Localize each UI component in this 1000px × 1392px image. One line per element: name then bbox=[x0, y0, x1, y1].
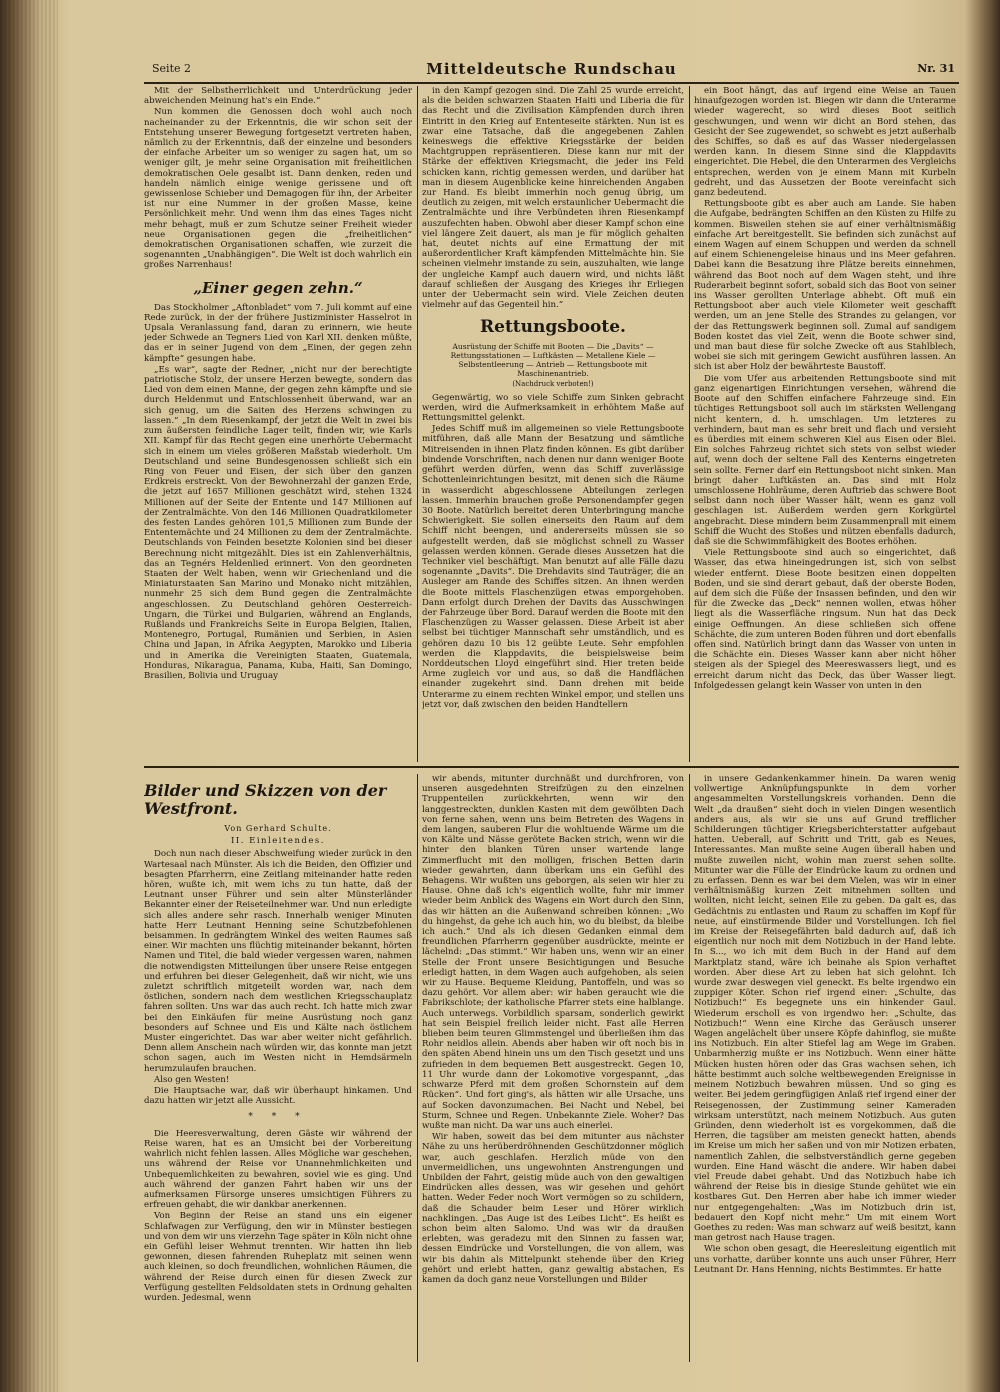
article-headline-einer-gegen-zehn: „Einer gegen zehn.“ bbox=[193, 278, 363, 297]
upper-column-1 bbox=[144, 86, 412, 762]
masthead bbox=[144, 60, 959, 84]
byline: Von Gerhard Schulte. bbox=[224, 824, 332, 833]
paragraph: Gegenwärtig, wo so viele Schiffe zum Sinken gebracht werden, wird die Aufmerksamkeit in erhöhtem Maße auf Rettungsmittel gelenkt. bbox=[422, 392, 684, 424]
book-binding-edge bbox=[0, 0, 58, 1392]
section-stars: * * * bbox=[248, 1112, 308, 1123]
paragraph: in den Kampf gezogen sind. Die Zahl 25 wurde erreicht, als die beiden schwarzen Staaten Haiti und Liberia die für das Recht und die Zivilisation Kämpfenden durch ihren Eintritt in den Krieg auf Ententeseite stärkten. Nun ist es zwar eine Tatsache, daß die angegebenen Zahlen keineswegs die effektive Kriegsstärke der beiden Machtgruppen repräsentieren. Diese kann nur mit der Stärke der effektiven Kriegsmacht, die jeder ins Feld schicken kann, richtig gemessen werden, und darüber hat man in diesem Augenblicke keine hinreichenden Angaben zur Hand. Es bleibt immerhin noch genug übrig, um deutlich zu zeigen, mit welch erstaunlicher Uebermacht die Zentralmächte und ihre Verbündeten ihren Riesenkampf auszufechten haben. Obwohl aber dieser Kampf schon eine viel längere Zeit dauert, als man je für möglich gehalten hat, deutet nichts auf eine Ermattung der mit außerordentlicher Kraft kämpfenden Mittelmächte hin. Sie scheinen vielmehr imstande zu sein, auszuhalten, wie lange der ungleiche Kampf auch dauern wird, und nichts läßt darauf schließen der Ausgang des Krieges ihr Erliegen unter der Uebermacht sein wird. Viele Zeichen deuten vielmehr auf das Gegenteil hin.“ bbox=[422, 86, 684, 311]
column-divider bbox=[689, 86, 690, 762]
paragraph: Die Heeresverwaltung, deren Gäste wir während der Reise waren, hat es an Umsicht bei der Vorbereitung wahrlich nicht fehlen lassen. Alles Mögliche war geschehen, uns während der Reise vor Unannehmlichkeiten und Unbequemlichkeiten zu bewahren, soviel wie es ging. Und auch während der ganzen Fahrt haben wir uns der aufmerksamen Fürsorge unseres umsichtigen Führers zu erfreuen gehabt, die wir dankbar anerkennen. bbox=[144, 1128, 412, 1211]
paragraph: Wie schon oben gesagt, die Heeresleitung eigentlich mit uns vorhatte, darüber konnte uns auch unser Führer, Herr Leutnant Dr. Hans Henning, nichts Bestimmtes. Er hatte bbox=[694, 1244, 956, 1275]
paragraph: wir abends, mitunter durchnäßt und durchfroren, von unseren ausgedehnten Streifzügen zu den einzelnen Truppenteilen zurückkehrten, wenn wir den langgestreckten, dunklen Kasten mit dem gewölbten Dach von ferne sahen, wenn uns beim Betreten des Wagens in dem langen, sauberen Flur die wohltuende Wärme um die von Kälte und Nässe gerötete Backen strich, wenn wir die hinter den blanken Türen unser wartende lange Zimmerflucht mit den molligen, frischen Betten darin wieder gewahrten, dann überkam uns ein Gefühl des Behagens. Wir wußten uns geborgen, als seien wir hier zu Hause. Ohne daß ich's eigentlich wollte, fuhr mir immer wieder beim Anblick des Wagens ein Wort durch den Sinn, das wir hätten an die Außenwand schreiben können: „Wo du hingehst, da gehe ich auch hin, wo du bleibst, da bleibe ich auch.“ Und als ich diesen Gedanken einmal dem freundlichen Pfarrherrn gegenüber ausdrückte, meinte er lächelnd: „Das stimmt.“ Wir haben uns, wenn wir an einer Stelle der Front unsere Besichtigungen und Besuche erledigt hatten, in dem Wagen auch aufgehoben, als seien wir zu Hause. Bequeme Kleidung, Pantoffeln, und was so dazu gehört. Vor allem aber: wir haben geraucht wie die Fabrikschlote; der katholische Pfarrer stets eine halblange. Auch unterwegs. Vorbildlich sparsam, sonderlich gewirkt hat sein Beispiel freilich leider nicht. Fast alle Herren blieben beim teuren Glimmstengel und überließen ihm das Rohr neidlos allein. Abends aber haben wir oft noch bis in den späten Abend hinein uns um den Tisch gesetzt und uns zufrieden in dem bequemen Bett ausgestreckt. Gegen 10, 11 Uhr wurde dann der Lokomotive vorgespannt, „das schwarze Pferd mit dem großen Schornstein auf dem Rücken“. Und fort ging's, als hätten wir alle Ursache, uns auf Socken davonzumachen. Bei Nacht und Nebel, bei Sturm, Schnee und Regen. Unbekannte Ziele. Woher? Das wußte man nicht. Da war uns auch einerlei. bbox=[422, 774, 684, 1131]
page-number: Seite 2 bbox=[152, 62, 191, 75]
paragraph: Nun kommen die Genossen doch wohl auch noch nacheinander zu der Erkenntnis, die wir schon seit der Entstehung unserer Bewegung fortgesetzt vertreten haben, nämlich zu der Erkenntnis, daß der einzelne und besonders der einfache Arbeiter um so weniger zu sagen hat, um so weniger gilt, je mehr seine Organisation mit freiheitlichen demokratischen Oele gesalbt ist. Dann denken, reden und handeln nämlich einige wenige gerissene und oft gewissenlose Schieber und Demagogen für ihn, der Arbeiter ist nur eine Nummer in der großen Masse, keine Persönlichkeit mehr. Und wenn ihm das eines Tages nicht mehr behagt, muß er zum Schutze seiner Freiheit wieder neue Organisationen gegen die „freiheitlichen“ demokratischen Organisationen schaffen, wie zurzeit die sogenannten „Unabhängigen“. Die Welt ist doch wahrlich ein großes Narrenhaus! bbox=[144, 107, 412, 271]
section-divider bbox=[144, 766, 959, 768]
column-divider bbox=[417, 774, 418, 1362]
paragraph: Von Beginn der Reise an stand uns ein eigener Schlafwagen zur Verfügung, den wir in Münster bestiegen und von dem wir uns vierzehn Tage später in Köln nicht ohne ein Gefühl leiser Wehmut trennten. Wir hatten ihn lieb gewonnen, diesen fahrenden Ruheplatz mit seinen wenn auch kleinen, so doch freundlichen, wohnlichen Räumen, die während der Reise durch einen für diesen Zweck zur Verfügung gestellten Feldsoldaten stets in Ordnung gehalten wurden. Jedesmal, wenn bbox=[144, 1211, 412, 1303]
paragraph: Die Hauptsache war, daß wir überhaupt hinkamen. Und dazu hatten wir jetzt alle Aussicht. bbox=[144, 1086, 412, 1107]
column-divider bbox=[417, 86, 418, 762]
paragraph: Also gen Westen! bbox=[154, 1074, 230, 1085]
issue-number: Nr. 31 bbox=[917, 62, 955, 75]
paragraph: ein Boot hängt, das auf irgend eine Weise an Tauen hinaufgezogen worden ist. Biegen wir dann die Unterarme wieder wagerecht, so wird dieses Boot seitlich geschwungen, und wenn wir dicht an Bord stehen, das Gesicht der See zugewendet, so schwebt es jetzt außerhalb des Schiffes, so daß es auf das Wasser niedergelassen werden kann. In diesem Sinne sind die Klappdavits eingerichtet. Die Hebel, die den Unterarmen des Vergleichs entsprechen, werden von je einem Mann mit Kurbeln gedreht, und das Aussetzen der Boote vereinfacht sich ganz bedeutend. bbox=[694, 86, 956, 199]
column-divider bbox=[689, 774, 690, 1362]
newspaper-page bbox=[130, 48, 960, 1370]
paragraph: Das Stockholmer „Aftonbladet“ vom 7. Juli kommt auf eine Rede zurück, in der der frühere Justizminister Hasselrot in Upsala Veranlassung fand, daran zu erinnern, wie heute jeder Schwede an Tegners Lied von Karl XII. denken müßte, das er in seiner Jugend von dem „Einen, der gegen zehn kämpfte“ gesungen habe. bbox=[144, 302, 412, 364]
paragraph: Rettungsboote gibt es aber auch am Lande. Sie haben die Aufgabe, bedrängten Schiffen an den Küsten zu Hilfe zu kommen. Bisweilen stehen sie auf einer verhältnismäßig einfache Art bereitgestellt. Sie befinden sich zunächst auf einem Wagen auf einem Schuppen und werden da schnell auf einem Schienengeleise hinaus und ins Meer gefahren. Dabei kann die Besatzung ihre Plätze bereits einnehmen, während das Boot noch auf dem Wagen steht, und ihre Ruderarbeit beginnt sofort, sobald sich das Boot von seiner ins Wasser gerollten Unterlage abhebt. Oft muß ein Rettungsboot aber auch viele Kilometer weit geschafft werden, um an jene Stelle des Strandes zu gelangen, vor der das Rettungswerk beginnen soll. Zumal auf sandigem Boden kostet das viel Zeit, wenn die Boote schwer sind, und man baut diese für solche Zwecke oft aus Stahlblech, wobei sie sich mit geringem Gewicht ausführen lassen. An sich ist aber Holz der bewährteste Baustoff. bbox=[694, 199, 956, 373]
lower-column-1 bbox=[144, 774, 412, 1362]
paragraph: Viele Rettungsboote sind auch so eingerichtet, daß Wasser, das etwa hineingedrungen ist, sich von selbst wieder entfernt. Diese Boote besitzen einen doppelten Boden, und sie sind derart gebaut, daß der oberste Boden, auf dem sich die Füße der Insassen befinden, und den wir für die Zwecke das „Deck“ nennen wollen, etwas höher liegt als die Wasserfläche ringsum. Nun hat das Deck einige Oeffnungen. An diese schließen sich offene Schächte, die zum unteren Boden führen und dort ebenfalls offen sind. Natürlich bringt dann das Wasser von unten in die Schächte ein. Dieses Wasser kann aber nicht höher steigen als der Spiegel des Meereswassers liegt, und es erreicht darum nicht das Deck, das über Wasser liegt. Infolgedessen gelangt kein Wasser von unten in den bbox=[694, 548, 956, 691]
lower-column-3 bbox=[694, 774, 956, 1362]
upper-column-3 bbox=[694, 86, 956, 762]
section-heading: II. Einleitendes. bbox=[231, 836, 325, 847]
paragraph: Doch nun nach dieser Abschweifung wieder zurück in den Wartesaal nach Münster. Als ich die Beiden, den Offizier und besagten Pfarrherrn, eine Zeitlang miteinander hatte reden hören, wußte ich, mit wem ichs zu tun hatte, daß der Leutnant unser Führer und sein alter Münsterländer Bekannter einer der Reiseteilnehmer war. Und nun erledigte sich alles andere sehr rasch. Innerhalb weniger Minuten hatte Herr Leutnant Henning seine Schutzbefohlenen beisammen. In gedrängtem Winkel des weiten Raumes saß einer. Wir machten uns flüchtig miteinander bekannt, hörten Namen und Titel, die bald wieder vergessen waren, nahmen die notwendigsten Mitteilungen über unsere Reise entgegen und erfuhren bei dieser Gelegenheit, daß wir nicht, wie uns zuletzt schriftlich mitgeteilt worden war, nach dem östlichen, sondern nach dem westlichen Kriegsschauplatz fahren sollten. Uns war das auch recht. Ich hatte mich zwar bei den Einkäufen für meine Ausrüstung noch ganz besonders auf Schnee und Eis und Kälte nach östlichem Muster eingerichtet. Das war aber weiter nicht gefährlich. Denn allem Anschein nach würden wir, das konnte man jetzt schon sagen, auch im Westen nicht in Hemdsärmeln herumzulaufen brauchen. bbox=[144, 849, 412, 1074]
paragraph: Jedes Schiff muß im allgemeinen so viele Rettungsboote mitführen, daß alle Mann der Besatzung und sämtliche Mitreisenden in ihnen Platz finden können. Es gibt darüber bindende Vorschriften, nach denen nur dann weniger Boote geführt werden dürfen, wenn das Schiff zuverlässige Schottenleinrichtungen besitzt, mit denen sich die Räume in wasserdicht abgeschlossene Abteilungen zerlegen lassen. Immerhin brauchen große Personendampfer gegen 30 Boote. Natürlich bereitet deren Unterbringung manche Schwierigkeit. Sie sollen einerseits den Raum auf dem Schiff nicht beengen, und andererseits müssen sie so aufgestellt werden, daß sie möglichst schnell zu Wasser gelassen werden können. Gerade dieses Aussetzen hat die Techniker viel beschäftigt. Man benutzt auf alle Fälle dazu sogenannte „Davits“. Die Drehdavits sind Tauträger, die an Ausleger am Rande des Schiffes sitzen. An ihnen werden die Boote mittels Flaschenzügen etwas emporgehoben. Dann erfolgt durch Drehen der Davits das Ausschwingen der Fahrzeuge über Bord. Darauf werden die Boote mit den Flaschenzügen zu Wasser gelassen. Diese Arbeit ist aber selbst bei tüchtiger Mannschaft sehr umständlich, und es gehören dazu 10 bis 12 geübte Leute. Sehr empfohlen werden die Klappdavits, die beispielsweise beim Norddeutschen Lloyd eingeführt sind. Hier treten beide Arme zugleich vor und aus, so daß die Handflächen einander zugekehrt sind. Dann drehen mit beide Unterarme zu einem rechten Winkel empor, und stellen uns jetzt vor, daß zwischen den beiden Handtellern bbox=[422, 424, 684, 710]
paragraph: Mit der Selbstherrlichkeit und Unterdrückung jeder abweichenden Meinung hat's ein Ende.“ bbox=[144, 86, 412, 107]
paragraph: in unsere Gedankenkammer hinein. Da waren wenig vollwertige Anknüpfungspunkte in dem vorher angesammelten Vorstellungskreis vorhanden. Denn die Welt „da draußen“ sieht doch in vielen Dingen wesentlich anders aus, als wir sie uns auf Grund trefflicher Schilderungen tüchtiger Kriegsberichterstatter aufgebaut hatten. Ueberall, auf Schritt und Tritt, gab es Neues, Interessantes. Man mußte seine Augen überall haben und mußte zuweilen nicht, wohin man zuerst sehen sollte. Mitunter war die Fülle der Eindrücke kaum zu ordnen und zu erfassen. Denn es war bei dem Vielen, was wir in einer verhältnismäßig kurzen Zeit mitnehmen sollten und wollten, nicht leicht, seinen Eile zu geben. Da galt es, das Gedächtnis zu entlasten und Raum zu schaffen im Kopf für neue, auf einstürmende Bilder und Vorstellungen. Ich fiel im Kreise der Reisegefährten bald dadurch auf, daß ich eigentlich nur noch mit dem Notizbuch in der Hand lebte. In S..., wo ich mit dem Buch in der Hand auf dem Marktplatz stand, wäre ich beinahe als Spion verhaftet worden. Aber diese Art zu leben hat sich gelohnt. Ich wurde zwar deswegen viel geneckt. Es belte irgendwo ein zuppiger Köter. Schon rief irgend einer: „Schulte, das Notizbuch!“ Es begegnete uns ein hinkender Gaul. Wiederum erscholl es von irgendwo her: „Schulte, das Notizbuch!“ Wenn eine Kirche das Geräusch unserer Wagen angelächelt über unsere Köpfe dahinflog, sie mußte ins Notizbuch. Ein alter Stiefel lag am Wege im Graben. Unbarmherzig mußte er ins Notizbuch. Wenn einer hätte Mücken husten hören oder das Gras wachsen sehen, ich hätte bestimmt auch solche weltbewegenden Ereignisse in meinem Notizbuch bewahren müssen. Und so ging es weiter. Bei jedem geringfügigen Anlaß rief irgend einer der Reisegenossen, der Zustimmung seiner Kameraden wirksam unterstützt, nach meinem Notizbuch. Aus guten Gründen, denn wiederholt ist es vorgekommen, daß die Herren, die tagsüber am meisten geneckt hatten, abends im Kreise um mich her saßen und von mir Notizen erbaten, namentlich Zahlen, die selbstverständlich gerne gegeben wurden. Eine Hand wäscht die andere. Wir haben dabei viel Freude dabei gehabt. Und das Notizbuch habe ich während der Reise bis in diesige Stunde gehütet wie ein kostbares Gut. Den Herren aber habe ich immer wieder nur entgegengehalten: „Was im Notizbuch drin ist, bedauert den Kopf nicht mehr.“ Um mit einem Wort Goethes zu reden: Was man schwarz auf weiß besitzt, kann man getrost nach Hause tragen. bbox=[694, 774, 956, 1244]
article-headline-westfront: Bilder und Skizzen von der Westfront. bbox=[144, 781, 387, 818]
paragraph: Die vom Ufer aus arbeitenden Rettungsboote sind mit ganz eigenartigen Einrichtungen versehen, während die Boote auf den Schiffen einfachere Fahrzeuge sind. Ein tüchtiges Rettungsboot soll auch im stärksten Wellengang nicht kentern, d. h. umschlagen. Um letzteres zu verhindern, baut man es sehr breit und flach und versieht es überdies mit einem schweren Kiel aus Eisen oder Blei. Ein solches Fahrzeug richtet sich stets von selbst wieder auf, wenn doch der seltene Fall des Kenterns eingetreten sein sollte. Ferner darf ein Rettungsboot nicht sinken. Man bringt daher Luftkästen an. Das sind mit Holz umschlossene Hohlräume, deren Auftrieb das schwere Boot selbst dann noch über Wasser hält, wenn es ganz voll geschlagen ist. Außerdem werden gern Korkgürtel angebracht. Diese mindern beim Zusammenprall mit einem Schiff die Wucht des Stoßes und nützen ebenfalls dadurch, daß sie die Schwimmfähigkeit des Bootes erhöhen. bbox=[694, 373, 956, 547]
lower-column-2 bbox=[422, 774, 684, 1362]
newspaper-title: Mitteldeutsche Rundschau bbox=[426, 60, 677, 78]
paragraph: „Es war“, sagte der Redner, „nicht nur der berechtigte patriotische Stolz, der unsere Herzen bewegte, sondern das Lied von dem einen Manne, der gegen zehn kämpfte und sie durch Heldenmut und Entschlossenheit überwand, war an sich genug, um die Saiten des Herzens schwingen zu lassen.“ „In dem Riesenkampf, der jetzt die Welt in zwei bis zum äußersten feindliche Lager teilt, finden wir, wie Karls XII. Kampf für das Recht gegen eine unerhörte Uebermacht sich in einem um vieles größeren Maßstab wiederholt. Um Deutschland und seine Bundesgenossen schließt sich ein Ring von Feuer und Eisen, der sich über den ganzen Erdkreis erstreckt. Von der Bewohnerzahl der ganzen Erde, die jetzt auf 1657 Millionen geschätzt wird, stehen 1324 Millionen auf der Seite der Entente und 147 Millionen auf der Zentralmächte. Von den 146 Millionen Quadratkilometer des festen Landes gehören 101,5 Millionen zum Bunde der Ententemächte und 24 Millionen zu dem der Zentralmächte. Deutschlands von Feinden besetzte Kolonien sind bei dieser Berechnung nicht mitgezählt. Dies ist ein Zahlenverhältnis, das an Tegnérs Heldenlied erinnert. Von den geordneten Staaten der Welt haben, wenn wir Griechenland und die Miniaturstaaten San Marino und Monako nicht mitzählen, nunmehr 25 sich dem Bund gegen die Zentralmächte angeschlossen. Zu Deutschland gehören Oesterreich-Ungarn, die Türkei und Bulgarien, während an Englands, Rußlands und Frankreichs Seite in Europa Belgien, Italien, Montenegro, Portugal, Rumänien und Serbien, in Asien China und Japan, in Afrika Aegypten, Marokko und Liberia und in Amerika die Vereinigten Staaten, Guatemala, Honduras, Nikaragua, Panama, Kuba, Haiti, San Domingo, Brasilien, Bolivia und Uruguay bbox=[144, 364, 412, 681]
article-headline-rettungsboote: Rettungsboote. bbox=[480, 317, 626, 338]
article-subtitle: Ausrüstung der Schiffe mit Booten — Die „Davits“ — Rettungsstationen — Luftkästen — Metallene Kiele — Selbstentleerung — Antrieb — Rettungsboote mit Maschinenantrieb. bbox=[450, 342, 656, 379]
upper-column-2 bbox=[422, 86, 684, 762]
paragraph: Wir haben, soweit das bei dem mitunter aus nächster Nähe zu uns herüberdröhnenden Geschützdonner möglich war, auch geschlafen. Herzlich müde von den unvermeidlichen, uns ungewohnten Anstrengungen und Unbilden der Fahrt, geistig müde auch von den gewaltigen Eindrücken alles dessen, was wir gesehen und gehört hatten. Weder Feder noch Wort vermögen so zu schildern, daß die Schauder beim Leser und Hörer wirklich nachklingen. „Das Auge ist des Leibes Licht“. Es heißt es schon beim alten Salomo. Und was wir da draußen erlebten, was geradezu mit den Sinnen zu fassen war, dessen Eindrücke und Vorstellungen, die von allem, was wir bis dahin als Mittelpunkt stehende über den Krieg gehört und erlebt hatten, ganz gewaltig abstachen, Es kamen da doch ganz neue Vorstellungen und Bilder bbox=[422, 1132, 684, 1285]
reprint-notice: (Nachdruck verboten!) bbox=[512, 380, 594, 389]
